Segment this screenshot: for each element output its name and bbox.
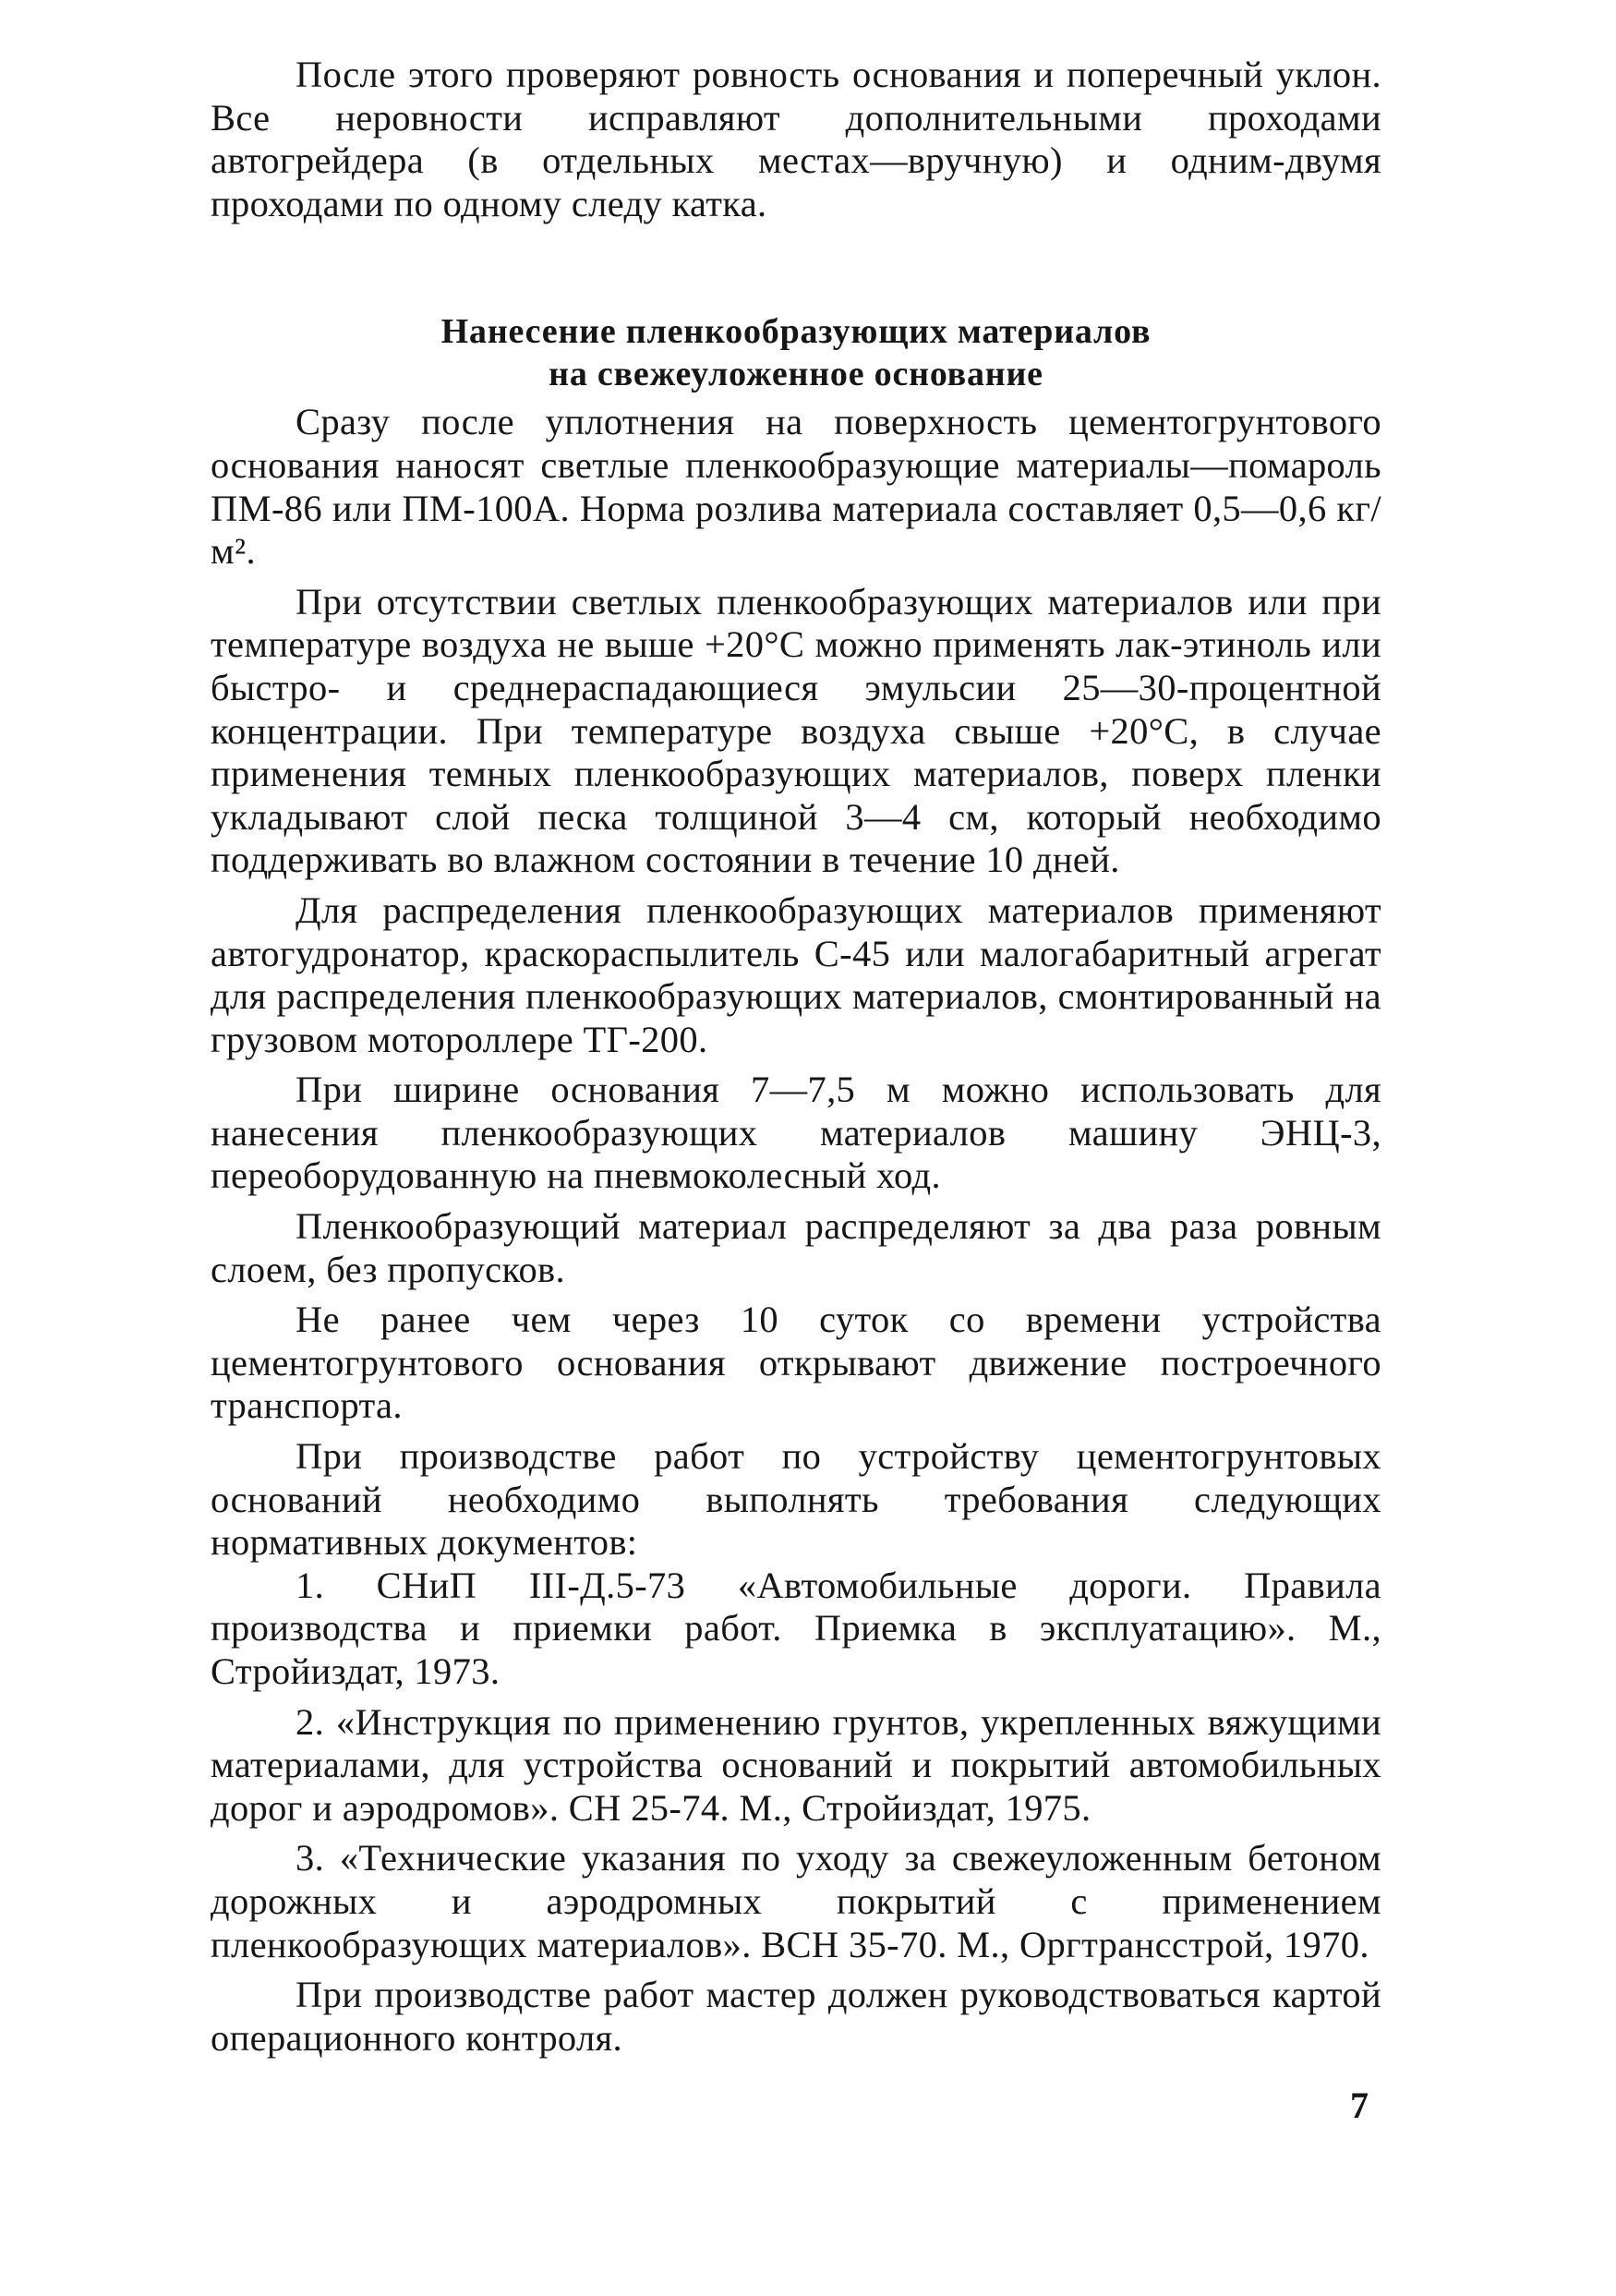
list-item-doc-3: 3. «Технические указания по уходу за свежеуложенным бетоном дорожных и аэродромных покрытий с применением пленкообразующих материалов». ВСН 35-70. М., Оргтрансстрой, 1970. (211, 1837, 1381, 1965)
section-title-line-1: Нанесение пленкообразующих материалов (440, 312, 1152, 352)
page-body (211, 54, 1381, 2060)
paragraph-base-width: При ширине основания 7—7,5 м можно использовать для нанесения пленкообразующих материалов машину ЭНЦ-3, переоборудованную на пневмоколесный ход. (211, 1069, 1381, 1197)
paragraph-normative-docs: При производстве работ по устройству цементогрунтовых оснований необходимо выполнять требования следующих нормативных документов: (211, 1435, 1381, 1564)
list-item-doc-1: 1. СНиП III-Д.5-73 «Автомобильные дороги. Правила производства и приемки работ. Приемка в эксплуатацию». М., Стройиздат, 1973. (211, 1564, 1381, 1692)
paragraph-film-materials: Сразу после уплотнения на поверхность цементогрунтового основания наносят светлые пленкообразующие материалы—помароль ПМ-86 или ПМ-100А. Норма розлива материала составляет 0,5—0,6 кг/м². (211, 401, 1381, 573)
paragraph-equipment: Для распределения пленкообразующих материалов применяют автогудронатор, краскораспылитель С-45 или малогабаритный агрегат для распределения пленкообразующих материалов, смонтированный на грузовом мотороллере ТГ-200. (211, 888, 1381, 1060)
paragraph-alternative-materials: При отсутствии светлых пленкообразующих материалов или при температуре воздуха не выше +20°С можно применять лак-этиноль или быстро- и среднераспадающиеся эмульсии 25—30-процентной концентрации. При температуре воздуха свыше +20°С, в случае применения темных пленкообразующих материалов, поверх пленки укладывают слой песка толщиной 3—4 см, который необходимо поддерживать во влажном состоянии в течение 10 дней. (211, 580, 1381, 881)
paragraph-two-passes: Пленкообразующий материал распределяют за два раза ровным слоем, без пропусков. (211, 1205, 1381, 1290)
paragraph-control-card: При производстве работ мастер должен руководствоваться картой операционного контроля. (211, 1974, 1381, 2059)
section-heading (211, 310, 1381, 395)
list-item-doc-2: 2. «Инструкция по применению грунтов, укрепленных вяжущими материалами, для устройства оснований и покрытий автомобильных дорог и аэродромов». СН 25-74. М., Стройиздат, 1975. (211, 1700, 1381, 1829)
paragraph-intro: После этого проверяют ровность основания и поперечный уклон. Все неровности исправляют дополнительными проходами автогрейдера (в отдельных местах—вручную) и одним-двумя проходами по одному следу катка. (211, 54, 1381, 224)
section-title-line-2: на свежеуложенное основание (549, 355, 1043, 394)
page-number: 7 (1350, 2085, 1369, 2126)
paragraph-traffic-opening: Не ранее чем через 10 суток со времени устройства цементогрунтового основания открывают движение построечного транспорта. (211, 1299, 1381, 1427)
